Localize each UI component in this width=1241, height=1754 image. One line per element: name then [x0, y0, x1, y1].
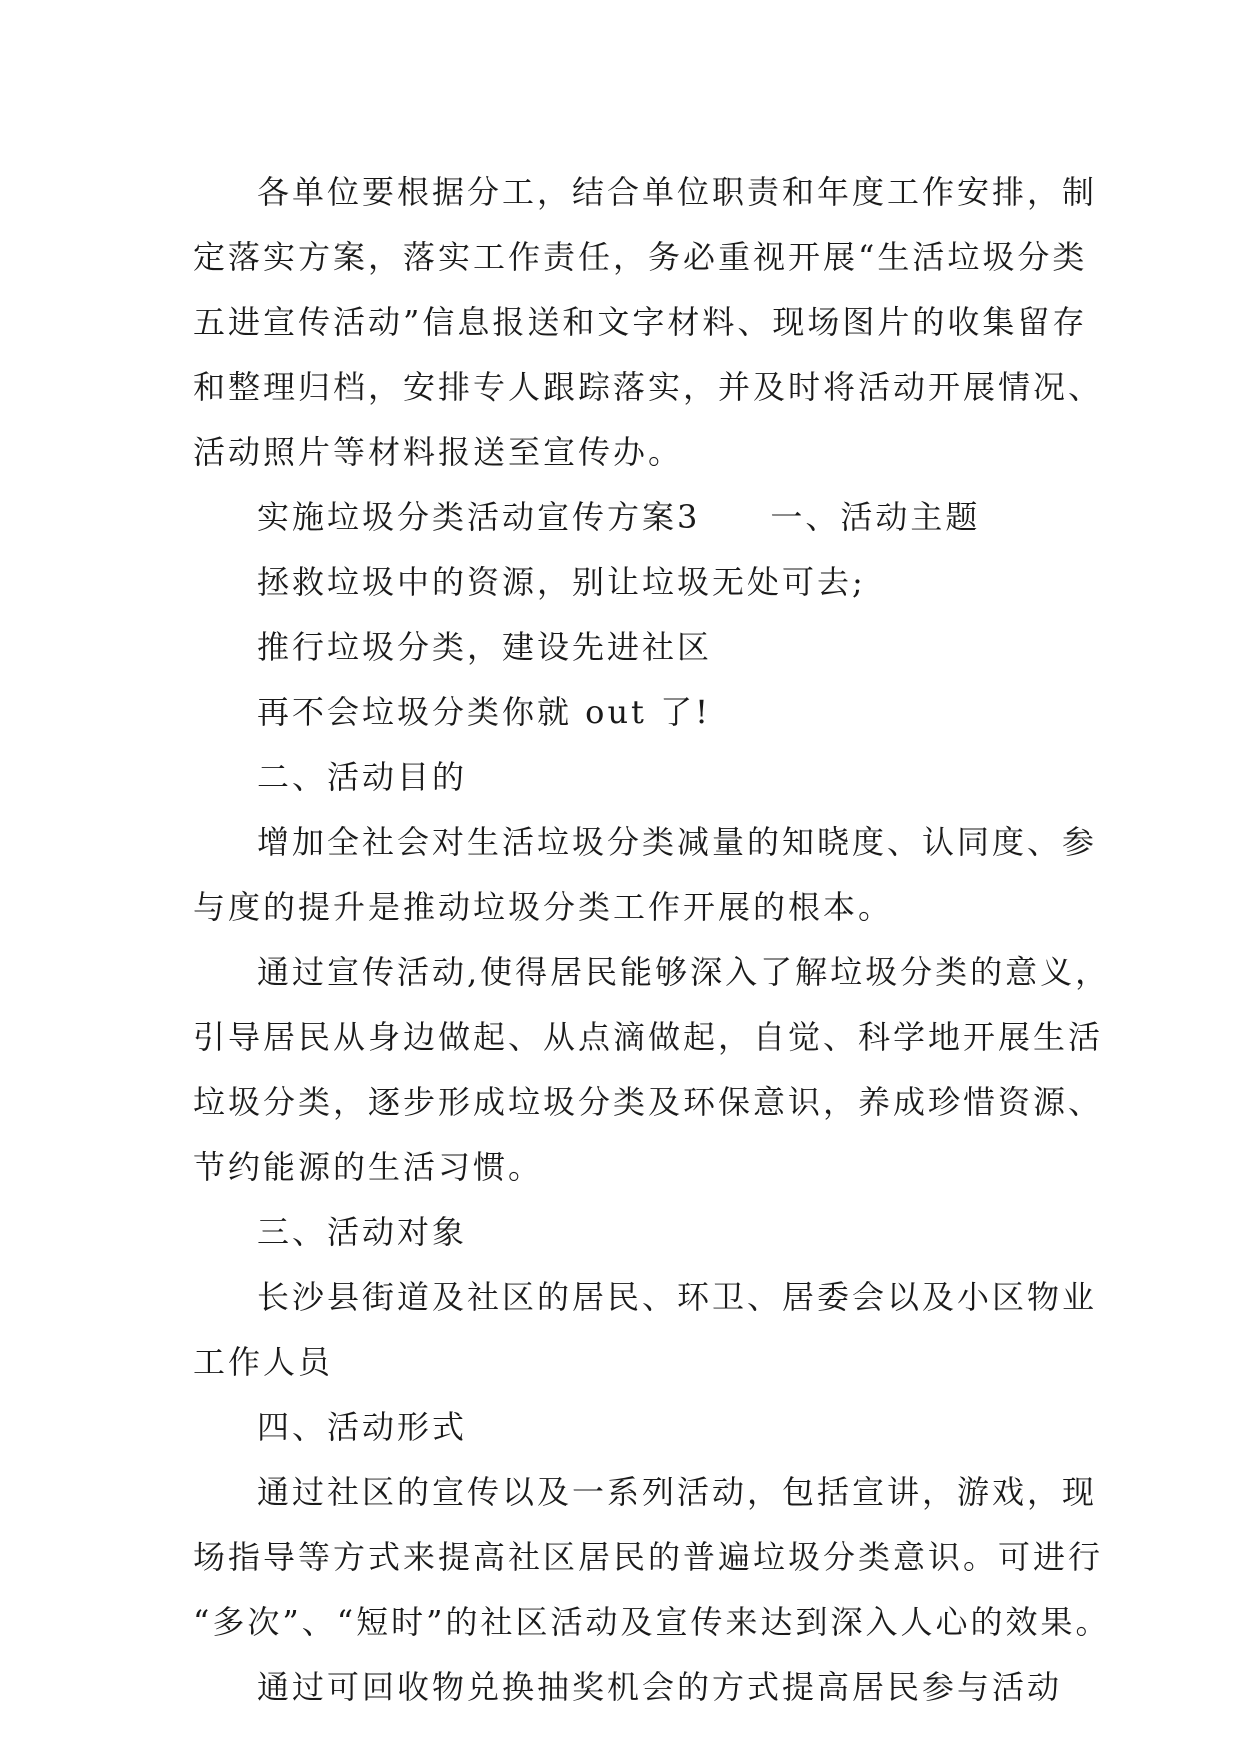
plan-title: 实施垃圾分类活动宣传方案3 — [257, 498, 701, 536]
body-line: 通过社区的宣传以及一系列活动，包括宣讲，游戏，现 — [257, 1473, 1098, 1511]
body-line: “多次”、“短时”的社区活动及宣传来达到深入人心的效果。 — [193, 1603, 1111, 1641]
body-line: 垃圾分类，逐步形成垃圾分类及环保意识，养成珍惜资源、 — [193, 1083, 1104, 1121]
section-title-line — [193, 485, 1053, 550]
slogan-line: 推行垃圾分类，建设先进社区 — [257, 628, 713, 666]
body-line: 五进宣传活动”信息报送和文字材料、现场图片的收集留存 — [193, 303, 1088, 341]
document-body — [193, 160, 1111, 1720]
slogan-line: 拯救垃圾中的资源，别让垃圾无处可去; — [257, 563, 866, 601]
heading-format: 四、活动形式 — [257, 1408, 468, 1446]
body-line: 与度的提升是推动垃圾分类工作开展的根本。 — [193, 888, 894, 926]
slogan-line: 再不会垃圾分类你就 out 了! — [257, 693, 711, 731]
heading-theme: 一、活动主题 — [770, 498, 981, 536]
body-line: 和整理归档，安排专人跟踪落实，并及时将活动开展情况、 — [193, 368, 1104, 406]
body-line: 工作人员 — [193, 1343, 334, 1381]
body-line: 引导居民从身边做起、从点滴做起，自觉、科学地开展生活 — [193, 1018, 1104, 1056]
body-line: 活动照片等材料报送至宣传办。 — [193, 433, 684, 471]
body-line: 场指导等方式来提高社区居民的普遍垃圾分类意识。可进行 — [193, 1538, 1104, 1576]
body-line: 各单位要根据分工，结合单位职责和年度工作安排，制 — [257, 173, 1098, 211]
body-line: 定落实方案，落实工作责任，务必重视开展“生活垃圾分类 — [193, 238, 1088, 276]
body-line: 增加全社会对生活垃圾分类减量的知晓度、认同度、参 — [257, 823, 1098, 861]
body-line: 通过可回收物兑换抽奖机会的方式提高居民参与活动 — [257, 1668, 1063, 1706]
body-line: 节约能源的生活习惯。 — [193, 1148, 544, 1186]
heading-audience: 三、活动对象 — [257, 1213, 468, 1251]
body-line: 通过宣传活动,使得居民能够深入了解垃圾分类的意义， — [257, 953, 1111, 991]
heading-purpose: 二、活动目的 — [257, 758, 468, 796]
body-line: 长沙县街道及社区的居民、环卫、居委会以及小区物业 — [257, 1278, 1098, 1316]
